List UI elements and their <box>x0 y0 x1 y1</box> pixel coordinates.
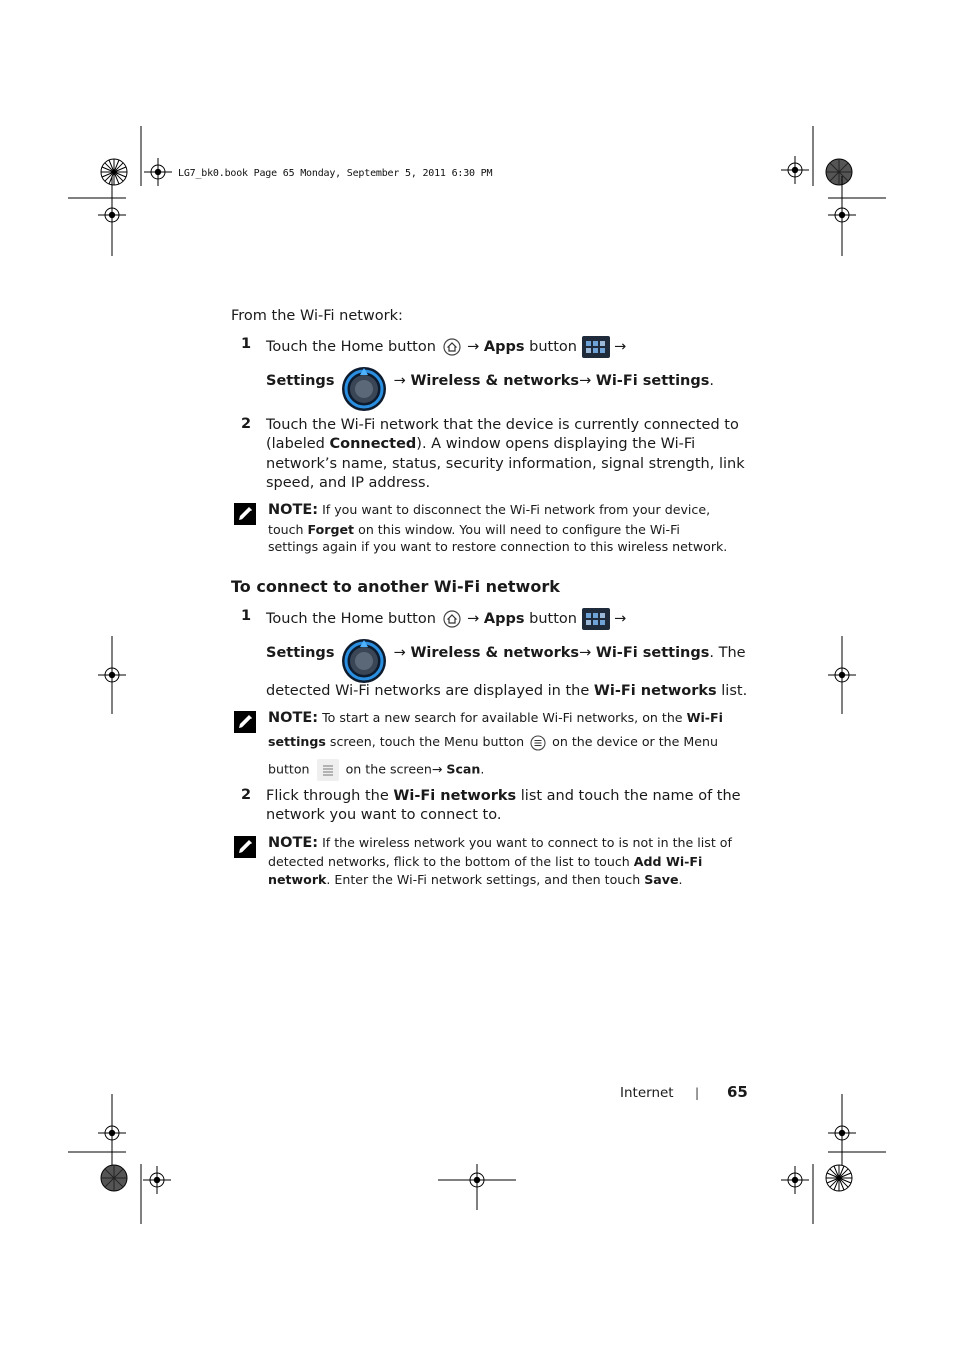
period: . <box>678 872 683 887</box>
arrow: → <box>614 339 627 355</box>
note-line-1 <box>268 834 732 852</box>
arrow: → <box>579 373 592 389</box>
note-line-3: settings again if you want to restore connection to this wireless network. <box>268 539 728 554</box>
text: detected networks, flick to the bottom of the list to touch <box>268 854 630 869</box>
step-2-line-3: network’s name, status, security information, signal strength, link <box>266 456 745 472</box>
note-line-2 <box>268 521 680 539</box>
text: button <box>529 339 577 355</box>
add-wifi-label: Add Wi-Fi <box>633 854 703 869</box>
note-label: NOTE: <box>268 502 319 518</box>
settings-label: Settings <box>266 645 335 661</box>
home-icon <box>443 338 461 356</box>
footer-section: Internet <box>620 1085 674 1101</box>
step-number: 2 <box>241 416 252 432</box>
text: Touch the Home button <box>266 611 436 627</box>
note-line-3 <box>268 871 683 889</box>
text: To start a new search for available Wi-Fi networks, on the <box>322 710 683 725</box>
wifi-settings-label: Wi-Fi settings <box>595 373 710 389</box>
text: on the screen <box>345 761 432 777</box>
text: touch <box>268 522 304 537</box>
text: ). A window opens displaying the Wi-Fi <box>416 436 696 452</box>
text: . The <box>709 645 746 661</box>
step-number: 1 <box>241 608 252 624</box>
period: . <box>709 373 714 389</box>
home-icon <box>443 610 461 628</box>
text: on this window. You will need to configure the Wi-Fi <box>358 522 680 537</box>
text: list and touch the name of the <box>520 788 741 804</box>
arrow: → <box>393 645 406 661</box>
text: If the wireless network you want to connect to is not in the list of <box>322 835 732 850</box>
print-header: LG7_bk0.book Page 65 Monday, September 5, 2011 6:30 PM <box>178 168 493 179</box>
note-line-3 <box>268 759 484 781</box>
text: list. <box>721 683 748 699</box>
footer-separator: | <box>695 1086 700 1100</box>
step-1-nav-line-2 <box>266 366 714 412</box>
arrow: → <box>393 373 406 389</box>
forget-label: Forget <box>307 522 355 537</box>
network-label: network <box>268 872 327 887</box>
step-2-line-1: Touch the Wi-Fi network that the device is currently connected to <box>266 417 739 433</box>
pencil-note-icon <box>234 503 256 525</box>
settings-knob-icon <box>341 366 387 412</box>
page-number: 65 <box>727 1083 748 1101</box>
step-1-nav-line-1 <box>266 608 626 630</box>
text: screen, touch the Menu button <box>329 734 525 749</box>
text: button <box>268 761 310 777</box>
wifi-label: Wi-Fi <box>686 710 723 725</box>
scan-label: Scan <box>446 761 481 777</box>
note-line-1 <box>268 709 723 727</box>
intro-text: From the Wi-Fi network: <box>231 308 403 324</box>
text: Flick through the <box>266 788 389 804</box>
step-2-line-1 <box>266 787 741 807</box>
wireless-label: Wireless & networks <box>410 645 580 661</box>
apps-grid-icon <box>582 336 610 358</box>
detected-line <box>266 682 747 702</box>
step-number: 2 <box>241 787 252 803</box>
period: . <box>480 761 485 777</box>
settings-label: Settings <box>266 373 335 389</box>
settings-label: settings <box>268 734 326 749</box>
text: button <box>529 611 577 627</box>
text: on the device or the Menu <box>552 734 718 749</box>
wireless-label: Wireless & networks <box>410 373 580 389</box>
wifi-settings-label: Wi-Fi settings <box>595 645 710 661</box>
apps-label: Apps <box>483 339 525 355</box>
wifi-networks-label: Wi-Fi networks <box>393 788 517 804</box>
apps-grid-icon <box>582 608 610 630</box>
note-line-2 <box>268 733 718 751</box>
text: If you want to disconnect the Wi-Fi network from your device, <box>322 502 711 517</box>
arrow: → <box>614 611 627 627</box>
arrow: → <box>431 761 443 777</box>
apps-label: Apps <box>483 611 525 627</box>
note-line-2 <box>268 853 702 871</box>
step-2-line-2: network you want to connect to. <box>266 807 502 823</box>
menu-icon <box>317 759 339 781</box>
section-heading: To connect to another Wi-Fi network <box>231 577 560 596</box>
text: detected Wi-Fi networks are displayed in the <box>266 683 590 699</box>
arrow: → <box>467 339 480 355</box>
note-label: NOTE: <box>268 835 319 851</box>
step-2-line-4: speed, and IP address. <box>266 475 431 491</box>
settings-knob-icon <box>341 638 387 684</box>
step-1-nav-line-1 <box>266 336 626 358</box>
step-number: 1 <box>241 336 252 352</box>
connected-label: Connected <box>329 436 417 452</box>
arrow: → <box>467 611 480 627</box>
text: (labeled <box>266 436 325 452</box>
save-label: Save <box>644 872 679 887</box>
menu-icon <box>530 735 546 751</box>
note-line-1 <box>268 501 710 519</box>
wifi-networks-label: Wi-Fi networks <box>593 683 717 699</box>
step-1-nav-line-2 <box>266 638 746 684</box>
step-2-line-2 <box>266 435 695 455</box>
text: . Enter the Wi-Fi network settings, and then touch <box>326 872 641 887</box>
text: Touch the Home button <box>266 339 436 355</box>
pencil-note-icon <box>234 836 256 858</box>
note-label: NOTE: <box>268 710 319 726</box>
pencil-note-icon <box>234 711 256 733</box>
arrow: → <box>579 645 592 661</box>
